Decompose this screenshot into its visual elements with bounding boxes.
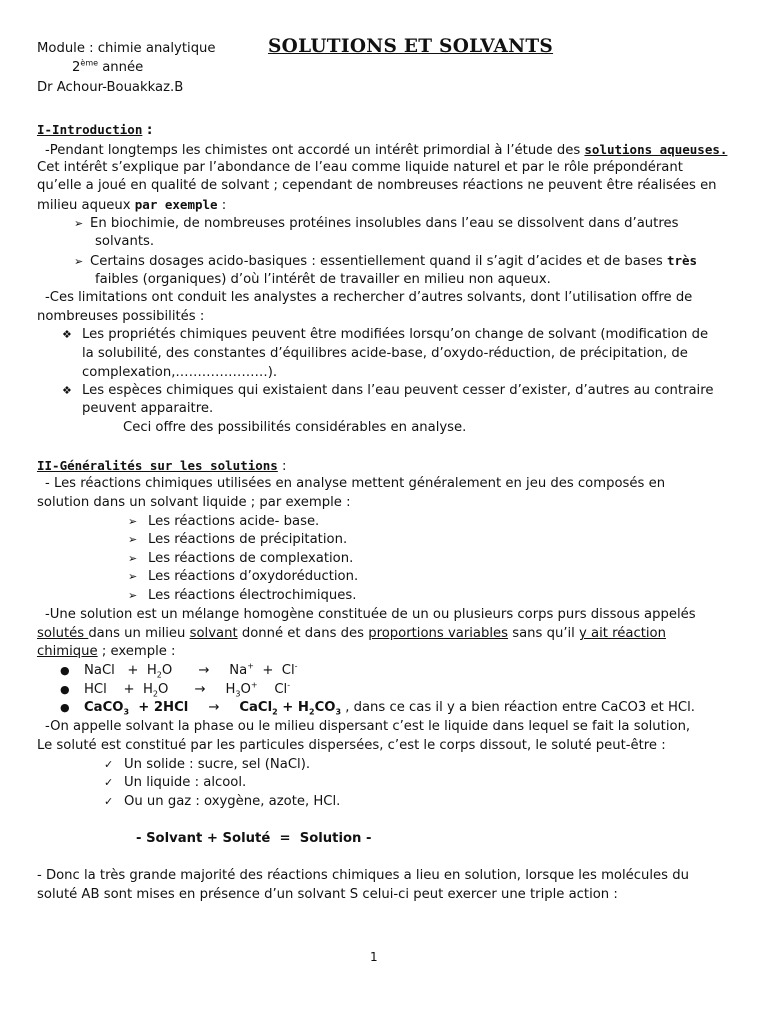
arrow-right-icon: ➢	[128, 533, 138, 546]
page-number: 1	[370, 950, 378, 964]
list-item-continuation: solvants.	[95, 234, 155, 249]
check-icon: ✓	[104, 795, 114, 808]
intro-paragraph-line: milieu aqueux par exemple :	[37, 197, 227, 213]
list-item: ➢ Les réactions acide- base.	[128, 514, 320, 529]
list-item: ➢ En biochimie, de nombreuses protéines insolubles dans l’eau se dissolvent dans d’autres	[74, 216, 679, 231]
body-line: solution dans un solvant liquide ; par exemple :	[37, 495, 351, 510]
list-item-continuation: peuvent apparaitre.	[82, 401, 214, 416]
list-item-continuation: complexation,…………………).	[82, 365, 278, 380]
check-icon: ✓	[104, 758, 114, 771]
arrow-right-icon: ➢	[74, 217, 84, 230]
list-item: ❖ Les espèces chimiques qui existaient dans l’eau peuvent cesser d’exister, d’autres au contraire	[62, 383, 714, 398]
list-item: ✓ Un solide : sucre, sel (NaCl).	[104, 757, 311, 772]
intro-paragraph-line: Cet intérêt s’explique par l’abondance de l’eau comme liquide naturel et par le rôle prépondérant	[37, 160, 683, 175]
list-item: ➢ Les réactions électrochimiques.	[128, 588, 357, 603]
dot-icon: ●	[60, 664, 70, 677]
body-line: - Les réactions chimiques utilisées en analyse mettent généralement en jeu des composés en	[45, 476, 666, 491]
list-item-continuation: la solubilité, des constantes d’équilibres acide-base, d’oxydo-réduction, de précipitation, de	[82, 346, 688, 361]
body-line: -Une solution est un mélange homogène constituée de un ou plusieurs corps purs dissous appelés	[45, 607, 696, 622]
equation-item: ● NaCl + $H_2O \to Na^+ + Cl^-$	[60, 661, 298, 680]
author-line: Dr Achour-Bouakkaz.B	[37, 80, 184, 95]
list-item: ➢ Certains dosages acido-basiques : essentiellement quand il s’agit d’acides et de bases très	[74, 253, 698, 269]
arrow-right-icon: ➢	[128, 589, 138, 602]
arrow-right-icon: ➢	[128, 570, 138, 583]
intro-paragraph-line: Ceci offre des possibilités considérables en analyse.	[123, 420, 467, 435]
diamond-icon: ❖	[62, 328, 72, 341]
arrow-right-icon: ➢	[128, 552, 138, 565]
section-heading-generalites: II-Généralités sur les solutions :	[37, 458, 287, 474]
diamond-icon: ❖	[62, 384, 72, 397]
check-icon: ✓	[104, 776, 114, 789]
intro-paragraph-line: -Pendant longtemps les chimistes ont accordé un intérêt primordial à l’étude des solutions aqueuses.	[45, 142, 728, 158]
body-line: - Donc la très grande majorité des réactions chimiques a lieu en solution, lorsque les molécules du	[37, 868, 689, 883]
body-line: -On appelle solvant la phase ou le milieu dispersant c’est le liquide dans lequel se fait la solution,	[45, 719, 691, 734]
equation-item: ● CaCO$_3$ + 2HCl → CaCl$_2$ + $H_2CO_3$ , dans ce cas il y a bien réaction entre CaCO3 et HCl.	[60, 700, 695, 717]
solution-equation: - Solvant + Soluté = Solution -	[136, 831, 372, 846]
section-heading-intro: I-Introduction :	[37, 122, 153, 138]
body-line: Le soluté est constitué par les particules dispersées, c’est le corps dissout, le soluté peut-être :	[37, 738, 666, 753]
arrow-right-icon: ➢	[128, 515, 138, 528]
list-item: ❖ Les propriétés chimiques peuvent être modifiées lorsqu’on change de solvant (modification de	[62, 327, 709, 342]
list-item: ➢ Les réactions de complexation.	[128, 551, 354, 566]
list-item: ✓ Ou un gaz : oxygène, azote, HCl.	[104, 794, 341, 809]
intro-paragraph-line: -Ces limitations ont conduit les analystes a rechercher d’autres solvants, dont l’utilisation offre de	[45, 290, 693, 305]
year-line: 2ème année	[72, 58, 144, 75]
list-item: ➢ Les réactions d’oxydoréduction.	[128, 569, 359, 584]
arrow-right-icon: ➢	[74, 255, 84, 268]
intro-paragraph-line: qu’elle a joué en qualité de solvant ; cependant de nombreuses réactions ne peuvent être réalisées en	[37, 178, 717, 193]
document-title: SOLUTIONS ET SOLVANTS	[268, 36, 554, 57]
body-line: soluté AB sont mises en présence d’un solvant S celui-ci peut exercer une triple action :	[37, 887, 618, 902]
dot-icon: ●	[60, 683, 70, 696]
equation-item: ● HCl + $H_2O \to H_3O^+$ Cl-	[60, 680, 291, 699]
intro-paragraph-line: nombreuses possibilités :	[37, 309, 205, 324]
body-line: chimique ; exemple :	[37, 644, 176, 659]
module-line: Module : chimie analytique	[37, 41, 216, 56]
list-item: ➢ Les réactions de précipitation.	[128, 532, 348, 547]
list-item-continuation: faibles (organiques) d’où l’intérêt de travailler en milieu non aqueux.	[95, 272, 551, 287]
dot-icon: ●	[60, 701, 70, 714]
body-line: solutés dans un milieu solvant donné et dans des proportions variables sans qu’il y ait réaction	[37, 626, 666, 641]
list-item: ✓ Un liquide : alcool.	[104, 775, 247, 790]
